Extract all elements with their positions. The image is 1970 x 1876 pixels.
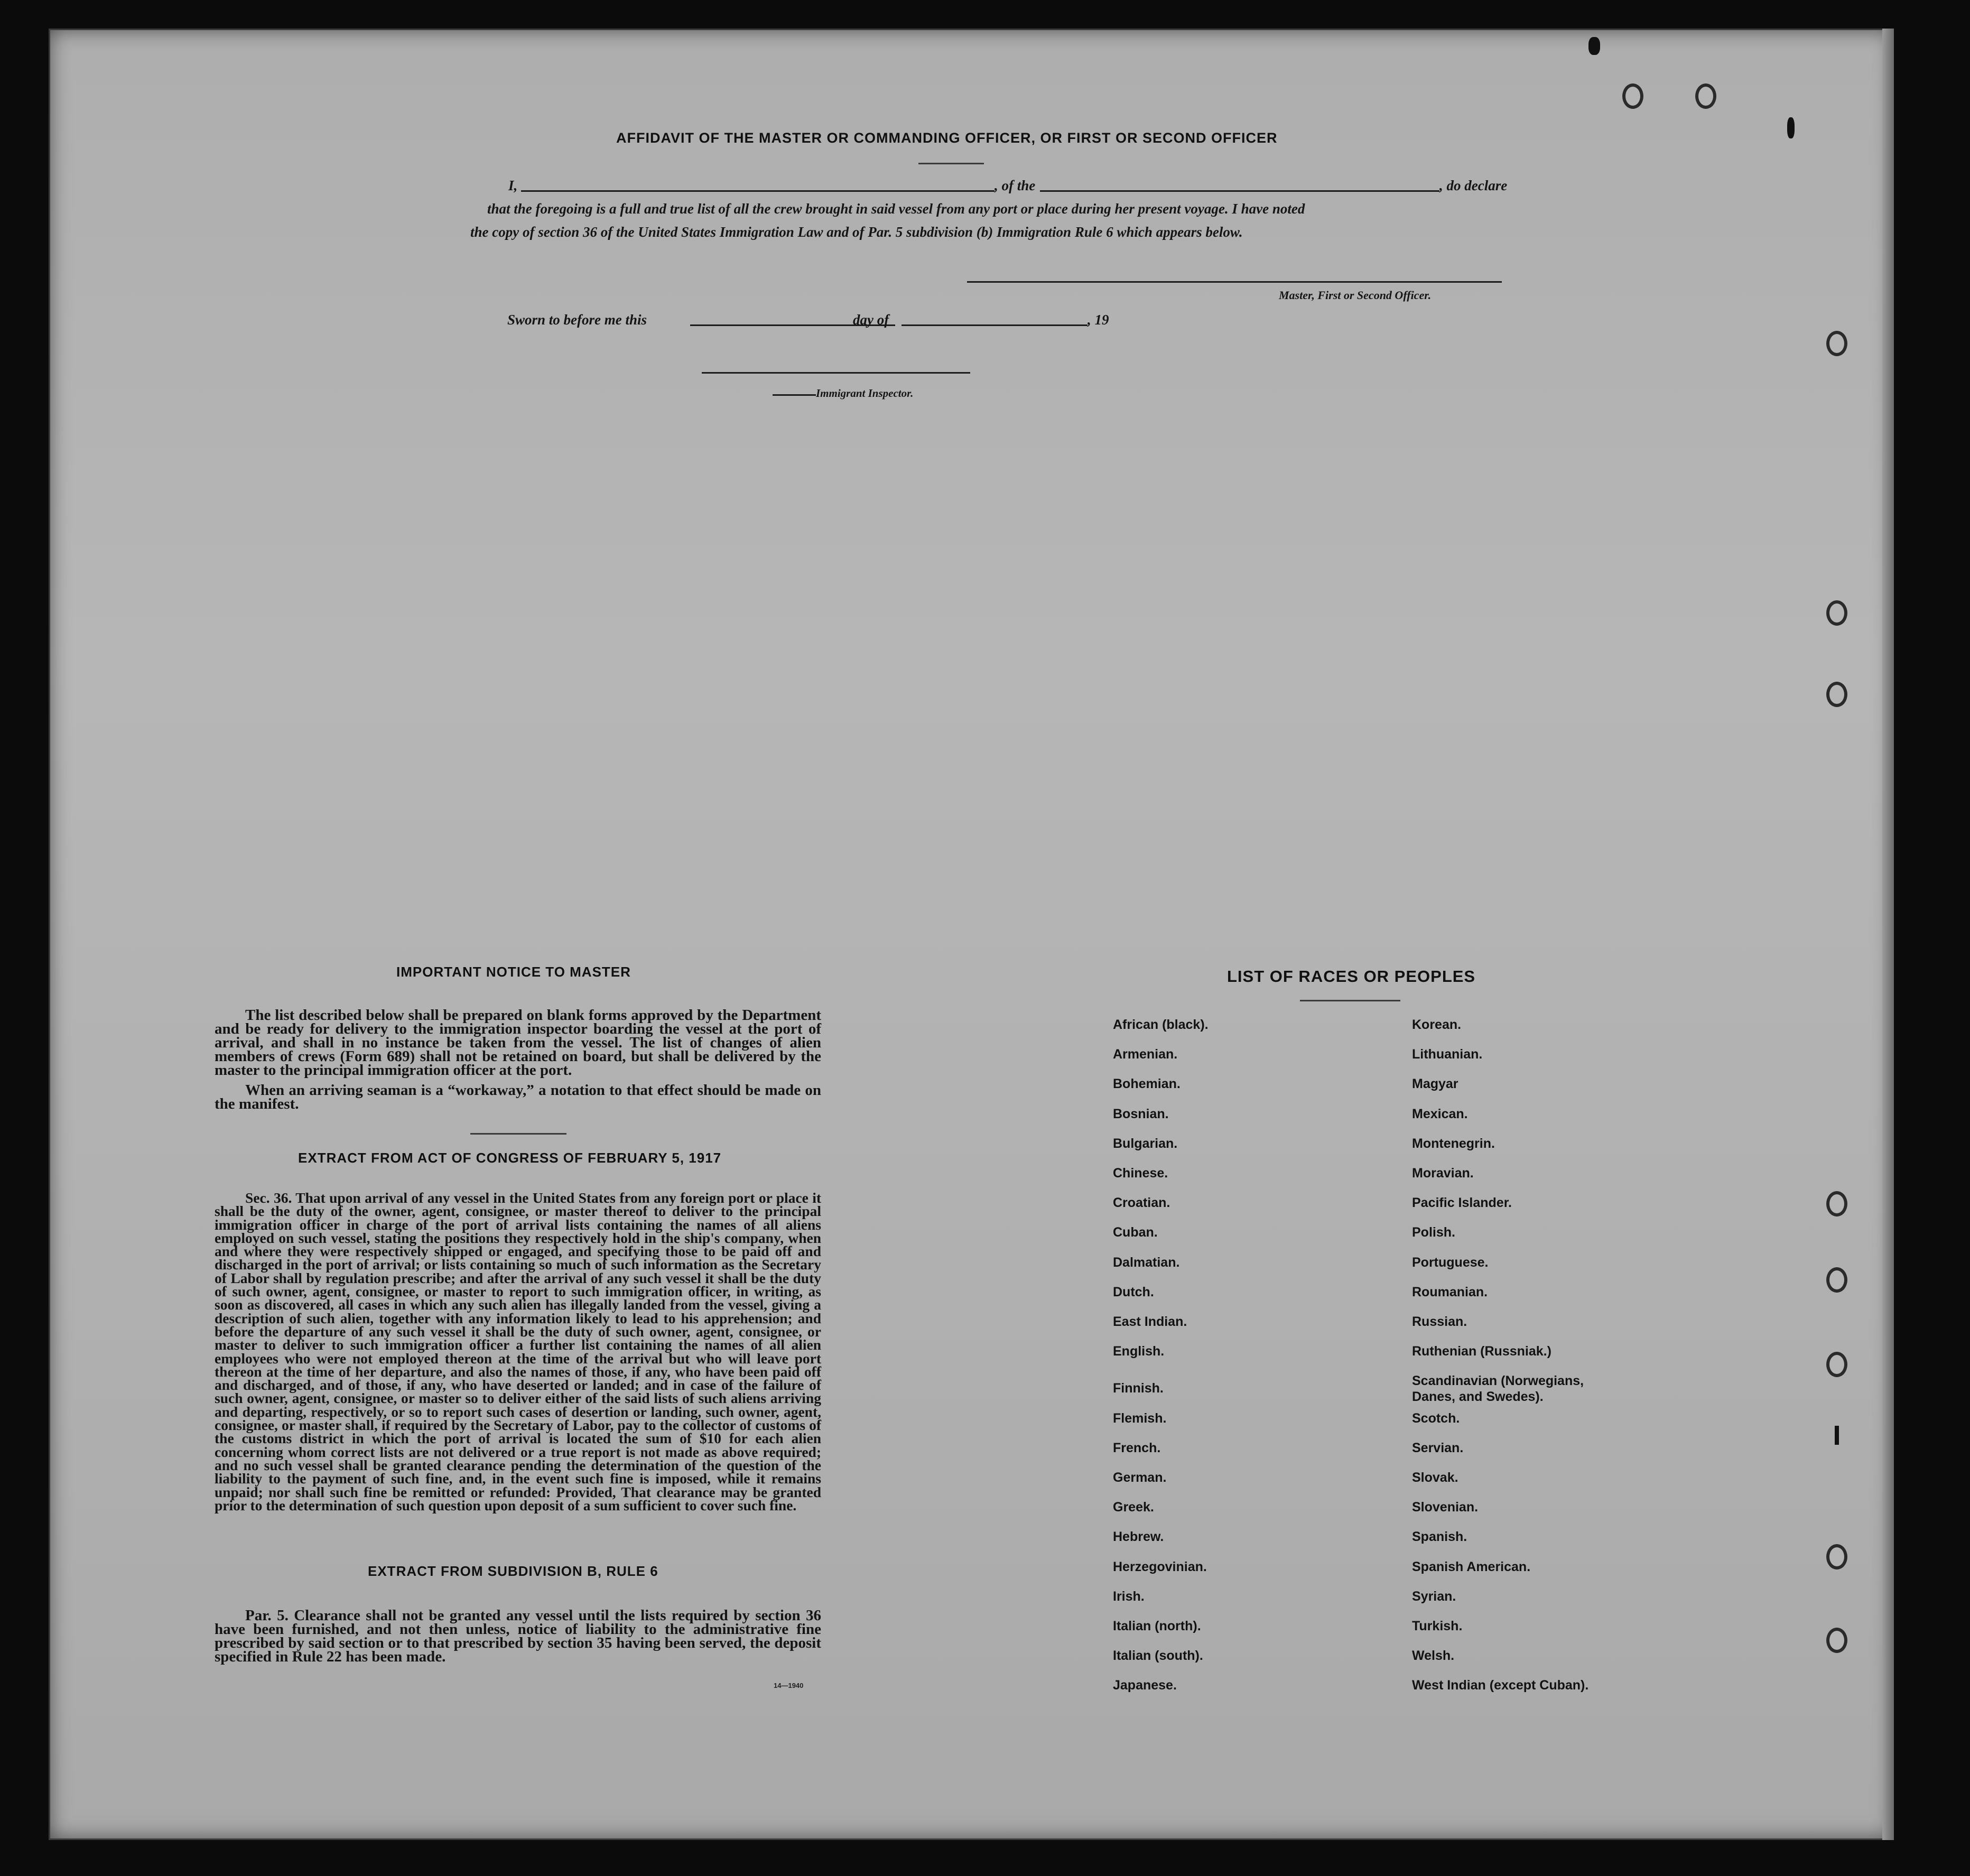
races-title: LIST OF RACES OR PEOPLES xyxy=(1227,967,1476,986)
race-item: Cuban. xyxy=(1113,1225,1158,1240)
ghost-row xyxy=(831,1582,1894,1592)
race-item: Magyar xyxy=(1412,1076,1458,1091)
ghost-row xyxy=(831,526,1894,536)
section-36-text: Sec. 36. That upon arrival of any vessel in the United States from any foreign port or place it shall be the duty of the owner, agent, consignee, or master thereof to deliver to the principal immigration officer in charge of the port of arrival lists containing the names of all aliens employed on such vessel, stating the positions they respectively hold in the ship's company, when and where they were respectively shipped or engaged, and specifying those to be paid off and discharged in the port of arrival; or lists containing so much of such information as the Secretary of Labor shall by regulation prescribe; and after the arrival of any such vessel it shall be the duty of such owner, agent, consignee, or master to report to such immigration officer, in writing, as soon as discovered, all cases in which any such alien has illegally landed from the vessel, giving a description of such alien, together with any information likely to lead to his apprehension; and before the departure of any such vessel it shall be the duty of such owner, agent, consignee, or master to deliver to such immigration officer a further list containing the names of all alien employees who were not employed thereon at the time of the arrival but who will leave port thereon at the time of her departure, and also the names of those, if any, who have been paid off and discharged, and of those, if any, who have deserted or landed; and in case of the failure of such owner, agent, consignee, or master so to deliver either of the said lists of such aliens arriving and departing, respectively, or so to report such cases of desertion or landing, such owner, agent, consignee, or master shall, if required by the Secretary of Labor, pay to the collector of customs of the customs district in which the port of arrival is located the sum of $10 for each alien concerning whom correct lists are not delivered or a true report is not made as above required; and no such vessel shall be granted clearance pending the determination of the question of the liability to the payment of such fine, and, in the event such fine is imposed, while it remains unpaid; nor shall such fine be remitted or refunded: Provided, That clearance may be granted prior to the determination of such question upon deposit of a sum sufficient to cover such fine. xyxy=(215,1190,821,1513)
notice-paragraph-1: The list described below shall be prepared on blank forms approved by the Department and be ready for delivery to the immigration inspector boarding the vessel at the port of arrival, and shall in no instance be taken from the vessel. The list of changes of alien members of crews (Form 689) shall not be retained on board, but shall be delivered by the master to the principal immigration officer at the port. xyxy=(215,1007,821,1079)
ghost-row xyxy=(831,409,1894,419)
race-item: Bulgarian. xyxy=(1113,1136,1178,1151)
ghost-row xyxy=(831,722,1894,731)
punch-hole xyxy=(1826,1544,1847,1569)
ghost-row xyxy=(831,1191,1894,1201)
notice-text xyxy=(215,1008,821,1117)
race-item: Slovenian. xyxy=(1412,1500,1479,1515)
affidavit-i-label: I, xyxy=(508,178,518,193)
sworn-prefix: Sworn to before me this xyxy=(507,312,647,328)
race-item: Roumanian. xyxy=(1412,1285,1488,1299)
punch-hole xyxy=(1826,331,1847,356)
ghost-row xyxy=(831,644,1894,653)
ghost-row xyxy=(831,1074,1894,1083)
form-number: 14—1940 xyxy=(774,1682,804,1689)
rule-extract-title: EXTRACT FROM SUBDIVISION B, RULE 6 xyxy=(368,1563,658,1579)
inspector-signature-line-2 xyxy=(773,394,816,396)
race-item: Moravian. xyxy=(1412,1166,1474,1181)
ghost-row xyxy=(831,605,1894,614)
sworn-year: , 19 xyxy=(1088,312,1109,328)
race-item: Italian (south). xyxy=(1113,1648,1203,1663)
rule-extract-text xyxy=(215,1609,821,1670)
race-item: Russian. xyxy=(1412,1314,1467,1329)
par-5-text: Par. 5. Clearance shall not be granted any vessel until the lists required by section 36 have been furnished, and not then unless, notice of liability to the administrative fine prescribed by said section or to that prescribed by section 35 having been served, the deposit specified in Rule 22 has been made. xyxy=(215,1607,821,1665)
race-item: Slovak. xyxy=(1412,1470,1458,1485)
ghost-row xyxy=(831,956,1894,966)
ghost-row xyxy=(831,761,1894,770)
ink-mark xyxy=(1787,117,1795,138)
ghost-row xyxy=(831,1348,1894,1357)
race-item: Ruthenian (Russniak.) xyxy=(1412,1344,1551,1359)
ghost-row xyxy=(831,1621,1894,1631)
race-item: Turkish. xyxy=(1412,1619,1463,1633)
punch-hole xyxy=(1826,600,1847,626)
sworn-day-of: day of xyxy=(853,312,889,328)
ink-mark xyxy=(1835,1426,1839,1445)
race-item: Korean. xyxy=(1412,1017,1462,1032)
race-item: Italian (north). xyxy=(1113,1619,1201,1633)
ghost-row xyxy=(831,800,1894,810)
ghost-row xyxy=(831,565,1894,575)
race-item: Finnish. xyxy=(1113,1381,1164,1396)
notice-title: IMPORTANT NOTICE TO MASTER xyxy=(396,964,631,980)
ghost-row xyxy=(831,1465,1894,1474)
ghost-row xyxy=(831,1387,1894,1396)
race-item: Bosnian. xyxy=(1113,1107,1169,1121)
race-item: East Indian. xyxy=(1113,1314,1187,1329)
vessel-blank-line xyxy=(1040,190,1439,192)
ghost-row xyxy=(831,1035,1894,1044)
race-item: Dutch. xyxy=(1113,1285,1154,1299)
race-item: German. xyxy=(1113,1470,1167,1485)
punch-hole xyxy=(1826,1352,1847,1377)
affidavit-of-the-label: , of the xyxy=(995,178,1036,193)
race-item: French. xyxy=(1113,1441,1161,1455)
ghost-row xyxy=(831,1543,1894,1553)
race-item: Herzegovinian. xyxy=(1113,1559,1207,1574)
race-item: Lithuanian. xyxy=(1412,1047,1483,1062)
ghost-row xyxy=(831,683,1894,692)
race-item: African (black). xyxy=(1113,1017,1209,1032)
inspector-label: Immigrant Inspector. xyxy=(816,387,914,400)
race-item: Mexican. xyxy=(1412,1107,1468,1121)
ghost-row xyxy=(831,1269,1894,1279)
sworn-month-line xyxy=(902,324,1088,326)
race-item: Montenegrin. xyxy=(1412,1136,1495,1151)
race-item: Greek. xyxy=(1113,1500,1154,1515)
punch-hole xyxy=(1695,83,1716,109)
race-item: Japanese. xyxy=(1113,1678,1177,1693)
act-extract-text xyxy=(215,1191,821,1518)
ghost-row xyxy=(831,1113,1894,1122)
race-item: Spanish American. xyxy=(1412,1559,1531,1574)
ghost-row xyxy=(831,448,1894,458)
race-item: Servian. xyxy=(1412,1441,1464,1455)
notice-divider xyxy=(470,1133,566,1135)
affidavit-line-2: that the foregoing is a full and true list of all the crew brought in said vessel from any port or place during her present voyage. I have noted xyxy=(487,201,1305,217)
ghost-row xyxy=(831,1152,1894,1162)
race-item: Syrian. xyxy=(1412,1589,1456,1604)
ink-mark xyxy=(1588,37,1600,55)
act-extract-title: EXTRACT FROM ACT OF CONGRESS OF FEBRUARY 5, 1917 xyxy=(298,1150,722,1166)
race-item: Scandinavian (Norwegians, Danes, and Swedes). xyxy=(1412,1373,1584,1404)
ghost-row xyxy=(831,1504,1894,1513)
page-edge xyxy=(1882,29,1894,1840)
race-item: Polish. xyxy=(1412,1225,1455,1240)
punch-hole xyxy=(1622,83,1643,109)
affidavit-title: AFFIDAVIT OF THE MASTER OR COMMANDING OFFICER, OR FIRST OR SECOND OFFICER xyxy=(616,130,1278,146)
affidavit-line-3: the copy of section 36 of the United States Immigration Law and of Par. 5 subdivision (b) Immigration Rule 6 which appears below. xyxy=(470,224,1243,240)
ghost-row xyxy=(831,1308,1894,1318)
race-item: Flemish. xyxy=(1113,1411,1167,1426)
ghost-row xyxy=(831,878,1894,888)
ghost-row xyxy=(831,487,1894,497)
race-item: Pacific Islander. xyxy=(1412,1195,1512,1210)
name-blank-line xyxy=(521,190,995,192)
race-item: Portuguese. xyxy=(1412,1255,1489,1270)
punch-hole xyxy=(1826,682,1847,707)
race-item: Hebrew. xyxy=(1113,1529,1164,1544)
races-title-underline xyxy=(1300,1000,1400,1001)
race-item: Bohemian. xyxy=(1113,1076,1181,1091)
race-item: Croatian. xyxy=(1113,1195,1170,1210)
race-item: Irish. xyxy=(1113,1589,1145,1604)
race-item: English. xyxy=(1113,1344,1165,1359)
master-signature-label: Master, First or Second Officer. xyxy=(1279,289,1432,302)
ghost-row xyxy=(831,917,1894,927)
race-item: Scotch. xyxy=(1412,1411,1460,1426)
punch-hole xyxy=(1826,1628,1847,1653)
punch-hole xyxy=(1826,1191,1847,1216)
race-item: Dalmatian. xyxy=(1113,1255,1180,1270)
race-item: Armenian. xyxy=(1113,1047,1178,1062)
ghost-row xyxy=(831,1426,1894,1435)
ghost-row xyxy=(831,839,1894,849)
affidavit-title-underline xyxy=(918,163,984,164)
punch-hole xyxy=(1826,1267,1847,1293)
affidavit-declare-label: , do declare xyxy=(1439,178,1508,193)
ghost-row xyxy=(831,1230,1894,1240)
race-item: Spanish. xyxy=(1412,1529,1467,1544)
inspector-signature-line xyxy=(702,372,970,374)
race-item: Chinese. xyxy=(1113,1166,1168,1181)
master-signature-line xyxy=(967,281,1502,283)
race-item: West Indian (except Cuban). xyxy=(1412,1678,1589,1693)
race-item: Welsh. xyxy=(1412,1648,1455,1663)
notice-paragraph-2: When an arriving seaman is a “workaway,” a notation to that effect should be made on the manifest. xyxy=(215,1082,821,1112)
document-page xyxy=(49,29,1894,1840)
